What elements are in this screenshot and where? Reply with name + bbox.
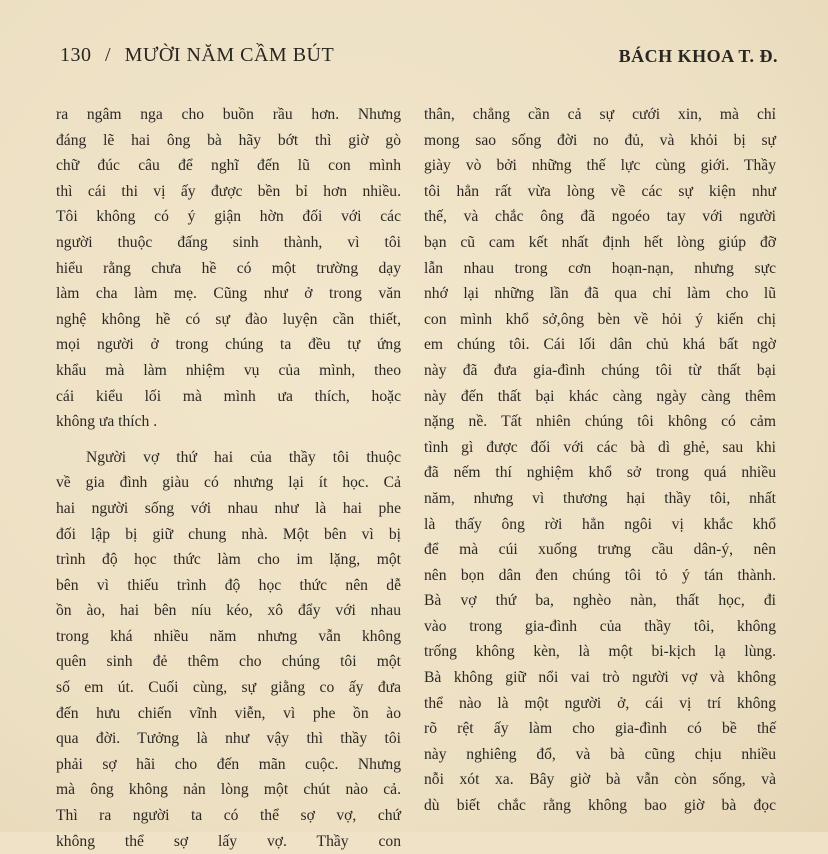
text-line: Người vợ thứ hai của thầy tôi thuộc [86,448,401,466]
text-line: thân, chẳng cần cả sự cưới xin, mà chỉ [424,106,776,123]
text-line: thế, và chắc ông đã ngoéo tay với người [424,208,776,226]
text-line: Thì ra người ta có thể sợ vợ, chứ [56,807,401,825]
text-line: mọi người ở trong chúng ta đều tự ứng [56,336,401,354]
page-number: 130 [60,44,92,66]
text-line: đến hưu chiến vĩnh viễn, vì phe ồn ào [56,704,401,722]
text-line: chữ đúc câu để nghĩ đến lũ con mình [56,157,401,175]
text-line: là thấy ông rời hẳn ngôi vị khắc khổ [424,515,776,533]
text-line: này đến thất bại khác càng ngày càng thêm [424,387,776,405]
text-line: rõ rệt ấy làm cho gia-đình có bề thế [424,720,776,738]
text-line: số em út. Cuối cùng, sự giằng co ấy đưa [56,679,401,697]
text-line: Tôi không có ý giận hờn đối với các [56,208,401,226]
page-header [60,44,778,74]
text-line: năm, nhưng vì thương hại thầy tôi, nhất [424,489,776,507]
text-line: giày vò bởi những thế lực cùng giới. Thầy [424,157,776,175]
header-left [60,44,334,67]
text-line: nên bọn dân đen chúng tôi tỏ ý tán thành. [424,566,776,584]
text-line: thì cái thi vị ấy được bền bỉ hơn nhiều. [56,182,401,200]
text-line: cái kiểu lối mà mình ưa thích, hoặc [56,387,401,405]
text-line: hai người sống với nhau như là hai phe [56,499,401,517]
text-line: qua đời. Tưởng là như vậy thì thầy tôi [56,730,401,748]
text-line: nghệ không hề có sự đào luyện cần thiết, [56,310,401,328]
publication-name: BÁCH KHOA T. Đ. [618,46,778,66]
text-line: lẫn nhau trong cơn hoạn-nạn, nhưng sực [424,259,776,277]
text-line: ồn ào, hai bên níu kéo, xô đẩy với nhau [56,602,401,620]
text-line: em chúng tôi. Cái lối dân chủ khá bất ngờ [424,336,776,354]
text-line: con mình khổ sở,ông bèn về hỏi ý kiến chị [424,310,776,328]
text-line: hiểu rằng chưa hề có một trường dạy [56,259,401,277]
text-line: phải sợ hãi cho đến mãn cuộc. Nhưng [56,755,401,773]
text-line: Bà vợ thứ ba, nghèo nàn, thất học, đi [424,592,776,610]
text-line: đã nếm thí nghiệm khổ sở trong quá nhiều [424,464,776,482]
header-separator: / [105,44,112,66]
text-line: nhớ lại những lần đã qua chỉ làm cho lũ [424,285,776,303]
text-line: mà ông không nản lòng một chút nào cả. [56,781,401,799]
text-line: làm cha làm mẹ. Cũng như ở trong văn [56,285,401,303]
text-line: Bà không giữ nổi vai trò người vợ và không [424,669,776,687]
text-line: trong khá nhiều năm nhưng vẫn không [56,627,401,645]
text-line: bạn cũ cam kết nhất định hết lòng giúp đỡ [424,233,776,251]
book-title: MƯỜI NĂM CẦM BÚT [124,44,335,66]
text-line: đáng lẽ hai ông bà hãy bớt thì giờ gò [56,131,401,149]
text-line: về gia đình giàu có nhưng lại ít học. Cả [56,474,401,492]
text-line: không thể sợ lấy vợ. Thầy con [56,832,401,850]
text-line: ra ngâm nga cho buồn rầu hơn. Nhưng [56,106,401,123]
text-line: này nghiêng đổ, và bà cũng chịu nhiều [424,745,776,763]
text-line: bên vì thiếu trình độ học thức nên dễ [56,576,401,594]
left-text-column [56,102,401,854]
text-line: trống không kèn, là một bi-kịch lạ lùng. [424,643,776,661]
text-line: thể nào là một người ở, cái vị trí không [424,694,776,712]
text-line: trình độ học thức làm cho im lặng, một [56,551,401,569]
text-line: nặng nề. Tất nhiên chúng tôi không có cảm [424,413,776,431]
text-line: để mà cúi xuống trưng cầu dân-ý, nên [424,541,776,559]
text-line: vào trong gia-đình của thầy tôi, không [424,617,776,635]
text-line: khẩu mà làm nhiệm vụ của mình, theo [56,361,401,379]
text-line: quên sinh đẻ thêm cho chúng tôi một [56,653,401,671]
text-line: không ưa thích . [56,413,158,431]
text-line: này đã đưa gia-đình chúng tôi từ thất bại [424,361,776,379]
text-line: tình gì được đối với các bà dì ghẻ, sau khi [424,438,776,456]
text-line: đối lập bị giữ chung nhà. Một bên vì bị [56,525,401,543]
paragraph-gap [56,435,401,445]
text-line: dù biết chắc rằng không bao giờ bà đọc [424,797,776,815]
right-text-column [424,102,776,819]
text-line: nỗi xót xa. Bây giờ bà vẫn còn sống, và [424,771,776,789]
text-line: người thuộc đấng sinh thành, vì tôi [56,233,401,251]
text-line: mong sao sống đời no đủ, và khỏi bị sự [424,131,776,149]
text-line: tôi hẳn rất vừa lòng về các sự kiện như [424,182,776,200]
